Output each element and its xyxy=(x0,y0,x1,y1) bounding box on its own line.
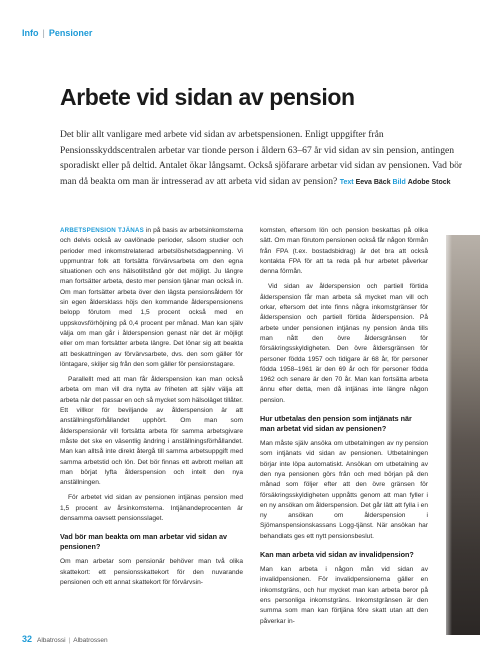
article-column-right xyxy=(260,226,428,632)
paragraph: Man måste själv ansöka om utbetalningen av ny pension som intjänats vid sidan av pensionen. Utbetalningen börjar inte löpa automatiskt. Ansökan om utbetalning av den nya pensionen görs från och med början på den månad som följer efter att den övre gränsen för försäkringsskyldigheten uppnåtts genom att man fyller i en ny ansökan om ålderspension. Det går lätt att fylla i en ny ansökan om ålderspension i Sjömanspensionskassans Logg-tjänst. När ansökan har behandlats ges ett nytt pensionsbeslut. xyxy=(260,440,428,540)
text-label: Text xyxy=(339,178,354,186)
paragraph: För arbetet vid sidan av pensionen intjänas pension med 1,5 procent av årsinkomsterna. Intjänandeprocenten är densamma oavsett pensionsslaget. xyxy=(60,494,243,523)
ingress-text: Det blir allt vanligare med arbete vid sidan av arbetspensionen. Enligt uppgifter från Pensionsskyddscentralen arbetar var tionde person i åldern 63–67 år vid sidan av sin pension, antingen sporadiskt eller på deltid. Antalet ökar långsamt. Också sjöfarare arbetar vid sidan av pensionen. Vad bör man då beakta om man är intresserad av att arbeta vid sidan av pension? xyxy=(60,129,463,187)
paragraph: Om man arbetar som pensionär behöver man två olika skattekort: ett pensionsskattekort för den nuvarande pensionen och ett annat skattekort för förvärvsin- xyxy=(60,558,243,586)
photo-source: Adobe Stock xyxy=(407,178,451,186)
article-headline: Arbete vid sidan av pension xyxy=(60,84,355,110)
magazine-name-swedish: Albatrossen xyxy=(73,637,108,644)
photo-highlight xyxy=(446,235,452,635)
byline xyxy=(340,179,451,186)
paragraph: komsten, eftersom lön och pension beskattas på olika sätt. Om man förutom pensionen också får någon förmån från FPA (t.ex. bostadsbidrag) är det bra att också kontakta FPA för att ta reda på hur arbetet påverkar denna förmån. xyxy=(260,227,428,276)
category-label: Pensioner xyxy=(48,28,93,38)
section-breadcrumb xyxy=(22,28,92,38)
lead-in: ARBETSPENSION TJÄNAS xyxy=(60,227,144,234)
article-photo xyxy=(446,235,480,635)
subheading: Vad bör man beakta om man arbetar vid sidan av pensionen? xyxy=(60,532,227,552)
footer-separator: | xyxy=(68,637,71,644)
subheading: Hur utbetalas den pension som intjänats när man arbetat vid sidan av pensionen? xyxy=(260,414,412,434)
paragraph: Vid sidan av ålderspension och partiell förtida ålderspension får man arbeta så mycket man vill och orkar, eftersom det inte finns några inkomstgränser för ålderspension och partiell förtida ålderspension. På arbete under pensionen intjänas ny pension ända tills man nått den övre åldersgränsen för försäkringsskyldigheten. Den övre åldersgränsen för personer födda 1957 och tidigare är 68 år, för personer födda 1958–1961 är den 69 år och för personer födda 1962 och senare är den 70 år. Man kan fortsätta arbeta ännu efter detta, men då intjänas inte längre någon pension. xyxy=(260,283,428,404)
magazine-name: Albatrossi xyxy=(37,637,66,644)
page-footer xyxy=(22,634,108,644)
section-label: Info xyxy=(22,28,39,38)
breadcrumb-separator: | xyxy=(42,28,45,38)
paragraph xyxy=(60,226,243,370)
paragraph: Parallellt med att man får ålderspension kan man också arbeta om man vill dra nytta av friheten att själv välja att arbeta när det passar en och så mycket som hälsoläget tillåter. Ett villkor för beviljande av ålderspension är att anställningsförhållandet upphört. Om man som ålderspensionär vill fortsätta arbeta för samma arbetsgivare måste det ske en väsentlig ändring i anställningsförhållandet. Man kan alltså inte direkt återgå till samma arbetsuppgift med samma arbetstid och lön. Det bör finnas ett avbrott mellan att man börjat lyfta ålderspension och intelt den nya anställningen. xyxy=(60,376,243,487)
article-ingress xyxy=(60,127,468,190)
page-number: 32 xyxy=(22,634,33,644)
paragraph-text: in på basis av arbetsinkomsterna och delvis också av oavlönade perioder, såsom studier och perioder med inkomstrelaterad arbetslöshetsdagpenning. Vi uppmuntrar folk att fortsätta förvärvsarbeta om den egna situationen och ens hälsotillstånd gör det möjligt. Ju längre man fortsätter arbeta, desto mer pension tjänar man också in. Om man fortsätter arbeta över den lägsta pensionsåldern för sin egen åldersklass höjs den kommande ålderspensionens belopp förutom med 1,5 procent också med en uppskovsförhöjning på 0,4 procent per månad. Man kan själv välja om man går i ålderspension genast när det är möjligt eller om man fortsätter arbeta längre. Det lönar sig att beakta att beskattningen av förvärvsarbete, dvs. den som gäller för löntagare, skiljer sig från den som gäller för pensionstagare. xyxy=(60,227,243,368)
article-column-left xyxy=(60,226,243,593)
subheading: Kan man arbeta vid sidan av invalidpension? xyxy=(260,550,414,560)
paragraph: Man kan arbeta i någon mån vid sidan av invalidpensionen. För invalidpensionerna gäller en inkomstgräns, och hur mycket man kan arbeta beror på ens personliga inkomstgräns. Inkomstgränsen är den summa som man kan förtjäna före skatt utan att den påverkar in- xyxy=(260,566,428,625)
photo-label: Bild xyxy=(392,178,406,186)
author-name: Eeva Bäck xyxy=(355,178,391,186)
